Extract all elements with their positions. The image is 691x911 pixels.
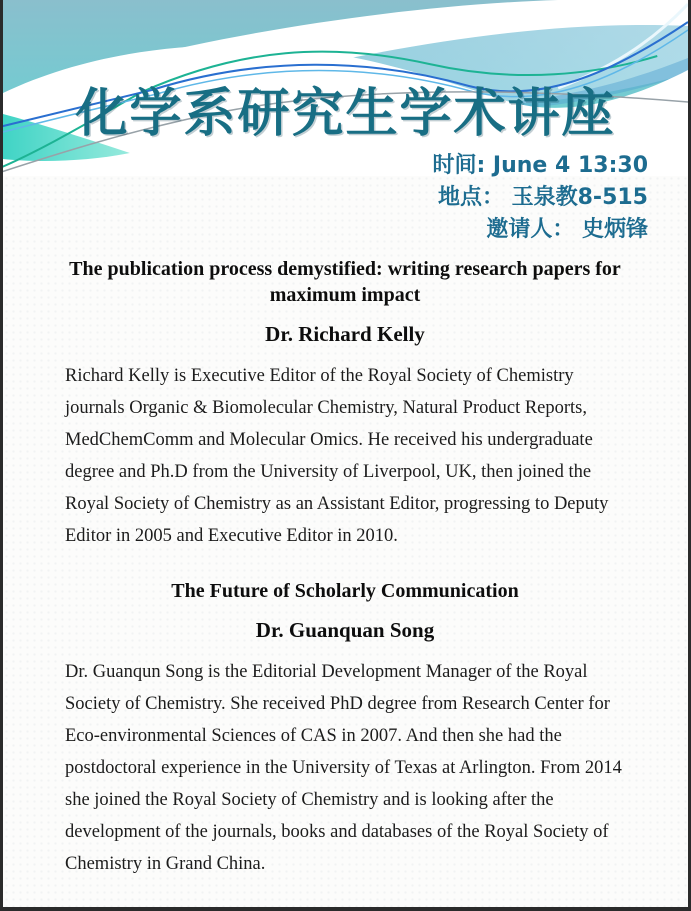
speaker-name: Dr. Guanquan Song <box>255 618 435 642</box>
talk-section-2 <box>65 578 625 880</box>
talks-content <box>65 256 625 880</box>
inviter-line: 邀请人： 史炳锋 <box>486 217 648 242</box>
speaker-bio: Richard Kelly is Executive Editor of the Royal Society of Chemistry journals Organic & Biomolecular Chemistry, Natural Product Reports, MedChemComm and Molecular Omics. He received his undergraduate degree and Ph.D from the University of Liverpool, UK, then joined the Royal Society of Chemistry as an Assistant Editor, progressing to Deputy Editor in 2005 and Executive Editor in 2010. <box>65 366 609 546</box>
talk-title: The Future of Scholarly Communication <box>171 580 519 602</box>
lecture-series-title: 化学系研究生学术讲座 <box>75 83 616 144</box>
speaker-name: Dr. Richard Kelly <box>265 322 425 346</box>
speaker-bio: Dr. Guanqun Song is the Editorial Development Manager of the Royal Society of Chemistry. She received PhD degree from Research Center for Eco-environmental Sciences of CAS in 2007. And then she had the postdoctoral experience in the University of Texas at Arlington. From 2014 she joined the Royal Society of Chemistry and is looking after the development of the journals, books and databases of the Royal Society of Chemistry in Grand China. <box>65 662 622 874</box>
time-line: 时间: June 4 13:30 <box>432 153 648 178</box>
talk-title: The publication process demystified: writing research papers for maximum impact <box>69 258 621 306</box>
talk-section-1 <box>65 256 625 552</box>
schedule-info <box>432 150 648 246</box>
location-line: 地点： 玉泉教8-515 <box>437 185 648 210</box>
